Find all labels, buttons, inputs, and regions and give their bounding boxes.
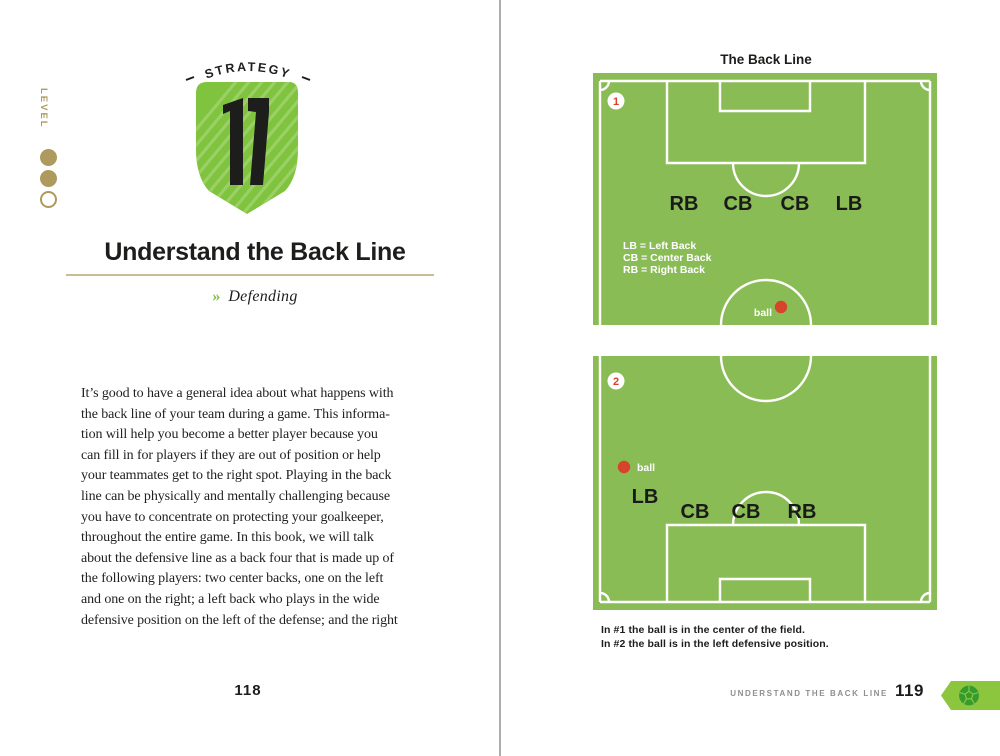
body-line: can fill in for players if they are out of position or help [81, 447, 381, 463]
soccer-field-diagram-2 [593, 356, 937, 610]
player-label: CB [731, 501, 761, 523]
page-number-left: 118 [234, 682, 262, 699]
legend-line: CB = Center Back [623, 252, 712, 264]
title-rule [66, 274, 434, 276]
diagram-title: The Back Line [720, 52, 812, 67]
body-line: It’s good to have a general idea about what happens with [81, 386, 394, 401]
player-label: CB [780, 193, 810, 215]
ball-label: ball [753, 307, 772, 319]
ball-dot [775, 301, 787, 313]
body-line: you have to concentrate on protecting your goalkeeper, [81, 509, 384, 525]
level-dot-filled [40, 149, 57, 166]
body-line: throughout the entire game. In this book, we will talk [81, 530, 374, 546]
body-line: about the defensive line as a back four that is made up of [81, 550, 394, 566]
caption-line: In #2 the ball is in the left defensive position. [601, 638, 829, 650]
player-label: LB [835, 193, 863, 215]
level-dot-filled [40, 170, 57, 187]
body-paragraph [81, 384, 441, 631]
player-label: RB [787, 501, 817, 523]
page-number-right: 119 [895, 681, 924, 700]
page-title: Understand the Back Line [104, 238, 406, 266]
ball-label: ball [637, 462, 656, 474]
body-line: the back line of your team during a game. This informa- [81, 406, 390, 422]
strategy-arc-label: STRATEGY [203, 59, 293, 82]
soccer-field-diagram-1 [593, 73, 937, 325]
caption-line: In #1 the ball is in the center of the field. [601, 624, 806, 636]
field-turf [593, 356, 937, 610]
level-dot-empty [40, 191, 57, 208]
legend-line: LB = Left Back [623, 240, 697, 252]
player-label: RB [669, 193, 699, 215]
player-label: LB [631, 486, 659, 508]
footer-pennant [941, 681, 1000, 710]
field-number: 1 [612, 96, 620, 108]
body-line: the following players: two center backs, one on the left [81, 571, 384, 587]
strategy-badge [185, 57, 311, 215]
category-marker-icon: » [212, 288, 221, 305]
ball-dot [618, 461, 630, 473]
dash-left [186, 77, 194, 80]
body-line: defensive position on the left of the defense; and the right [81, 612, 398, 628]
field-number: 2 [612, 376, 620, 388]
soccer-ball-icon [959, 685, 980, 706]
category-label: Defending [228, 288, 298, 305]
category-line [55, 288, 455, 306]
diagram-caption [601, 623, 829, 651]
body-line: tion will help you become a better player because you [81, 427, 378, 443]
dash-right [302, 77, 310, 80]
page-divider [499, 0, 501, 756]
legend-line: RB = Right Back [623, 264, 705, 276]
running-head: UNDERSTAND THE BACK LINE [730, 689, 888, 698]
body-line: your teammates get to the right spot. Playing in the back [81, 468, 392, 484]
player-label: CB [723, 193, 753, 215]
player-label: CB [680, 501, 710, 523]
body-line: line can be physically and mentally challenging because [81, 488, 390, 504]
body-line: and one on the right; a left back who plays in the wide [81, 591, 380, 607]
level-label: LEVEL [38, 88, 49, 129]
